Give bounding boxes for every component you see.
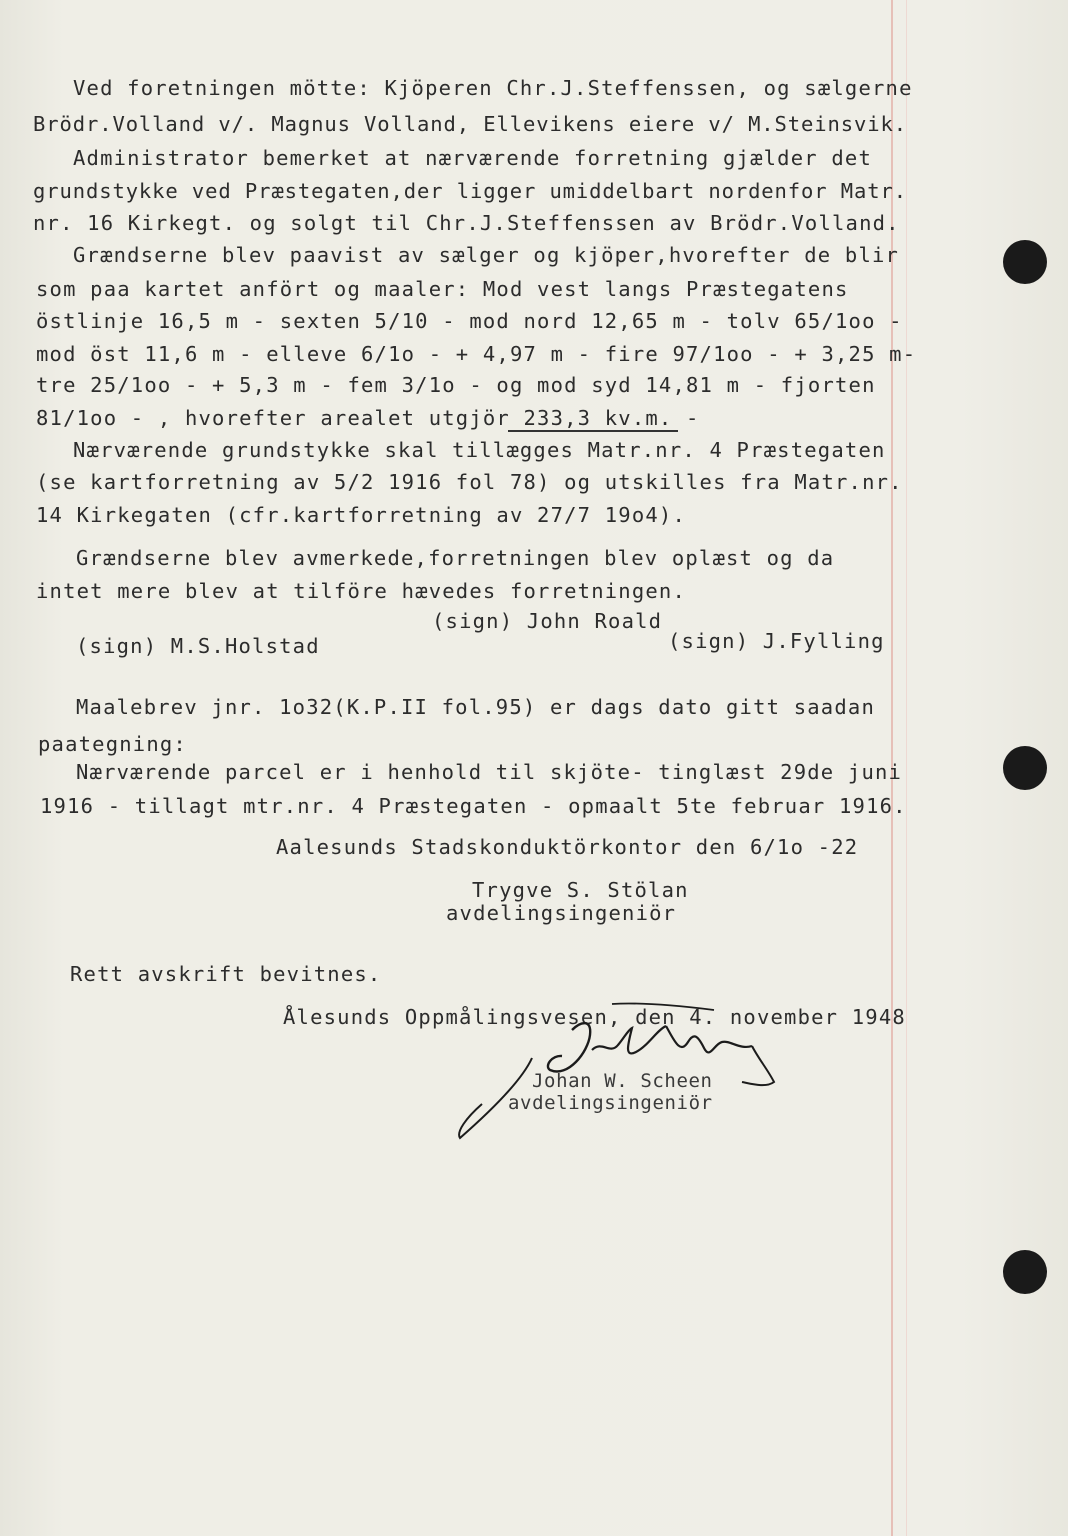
text-line: Brödr.Volland v/. Magnus Volland, Ellevikens eiere v/ M.Steinsvik.: [33, 112, 907, 136]
signature-line-roald: (sign) John Roald: [432, 609, 663, 633]
text-line: Nærværende parcel er i henhold til skjöte- tinglæst 29de juni: [76, 760, 903, 784]
text-line: 81/1oo - , hvorefter arealet utgjör 233,3 kv.m. -: [36, 406, 700, 430]
text-line: Maalebrev jnr. 1o32(K.P.II fol.95) er dags dato gitt saadan: [76, 695, 875, 719]
margin-line-secondary: [906, 0, 907, 1536]
text-line: som paa kartet anfört og maaler: Mod vest langs Præstegatens: [36, 277, 849, 301]
text-line: 1916 - tillagt mtr.nr. 4 Præstegaten - opmaalt 5te februar 1916.: [40, 794, 907, 818]
text-line: Grændserne blev avmerkede,forretningen blev oplæst og da: [76, 546, 835, 570]
signer-title: avdelingsingeniör: [446, 901, 677, 925]
text-line: tre 25/1oo - + 5,3 m - fem 3/1o - og mod syd 14,81 m - fjorten: [36, 373, 876, 397]
certification-place-date: Ålesunds Oppmålingsvesen, den 4. november 1948: [283, 1005, 906, 1029]
punch-hole-middle: [1003, 746, 1047, 790]
text-line: 14 Kirkegaten (cfr.kartforretning av 27/7 19o4).: [36, 503, 687, 527]
text-line: östlinje 16,5 m - sexten 5/10 - mod nord 12,65 m - tolv 65/1oo -: [36, 309, 903, 333]
area-underline: [508, 430, 678, 432]
certification-line: Rett avskrift bevitnes.: [70, 962, 382, 986]
text-line: mod öst 11,6 m - elleve 6/1o - + 4,97 m - fire 97/1oo - + 3,25 m-: [36, 342, 917, 366]
text-line: Ved foretningen mötte: Kjöperen Chr.J.Steffenssen, og sælgerne: [73, 76, 913, 100]
text-line: Nærværende grundstykke skal tillægges Matr.nr. 4 Præstegaten: [73, 438, 886, 462]
office-date-line: Aalesunds Stadskonduktörkontor den 6/1o -22: [276, 835, 859, 859]
signature-line-fylling: (sign) J.Fylling: [668, 629, 885, 653]
text-line: Administrator bemerket at nærværende forretning gjælder det: [73, 146, 872, 170]
text-line: (se kartforretning av 5/2 1916 fol 78) og utskilles fra Matr.nr.: [36, 470, 903, 494]
text-line: grundstykke ved Præstegaten,der ligger umiddelbart nordenfor Matr.: [33, 179, 907, 203]
signature-line-holstad: (sign) M.S.Holstad: [76, 634, 320, 658]
punch-hole-bottom: [1003, 1250, 1047, 1294]
text-line: paategning:: [38, 732, 187, 756]
text-line: Grændserne blev paavist av sælger og kjöper,hvorefter de blir: [73, 243, 900, 267]
text-line: nr. 16 Kirkegt. og solgt til Chr.J.Steffenssen av Brödr.Volland.: [33, 211, 900, 235]
signer-name: Trygve S. Stölan: [472, 878, 689, 902]
signer-title-1948: avdelingsingeniör: [508, 1092, 713, 1114]
punch-hole-top: [1003, 240, 1047, 284]
signer-name-1948: Johan W. Scheen: [532, 1070, 713, 1092]
text-line: intet mere blev at tilföre hævedes forretningen.: [36, 579, 687, 603]
